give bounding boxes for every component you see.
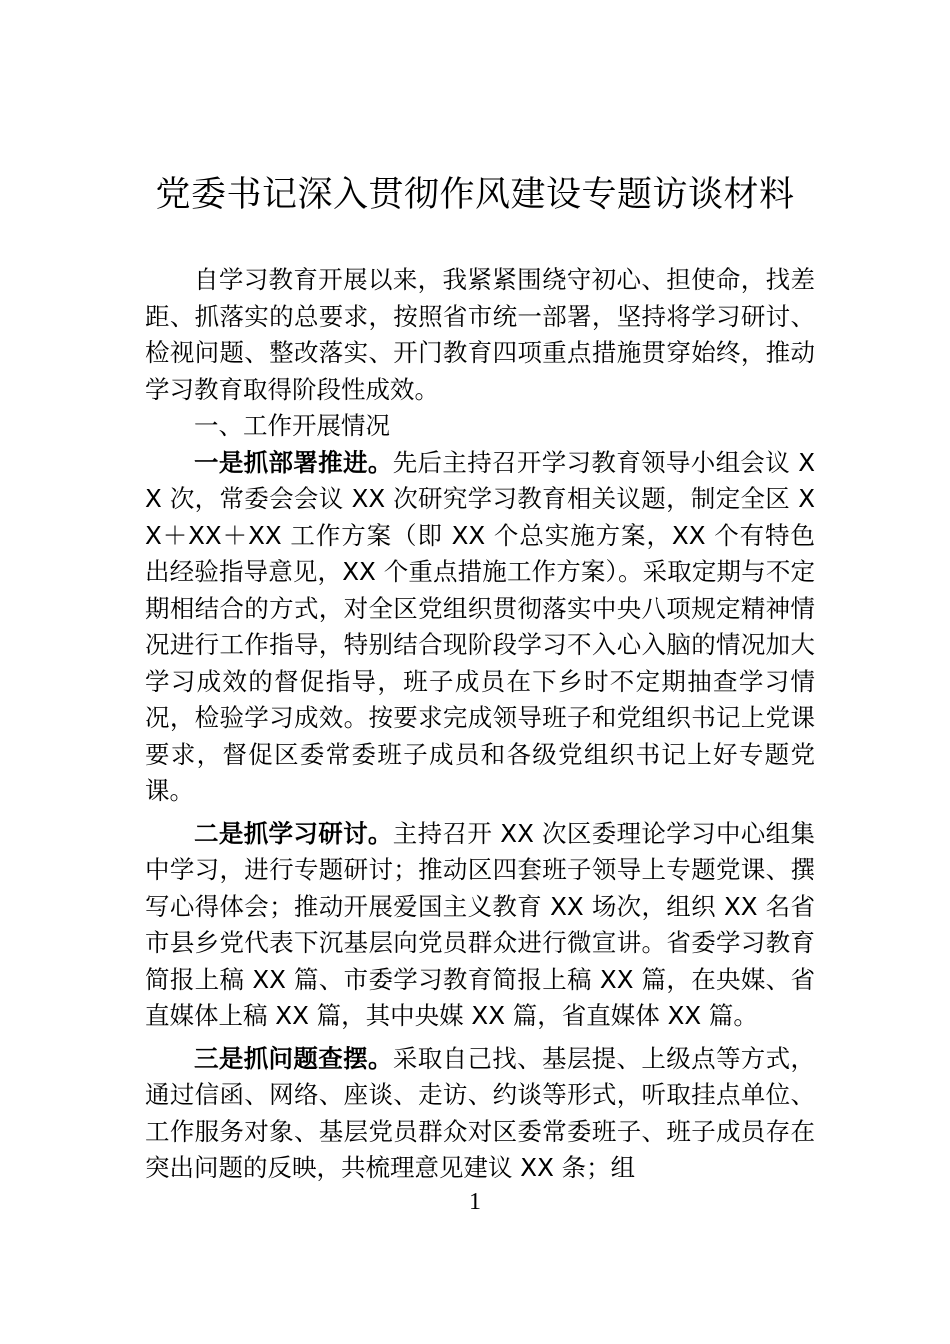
- section-heading: 一、工作开展情况: [194, 411, 390, 440]
- document-title: 党委书记深入贯彻作风建设专题访谈材料: [155, 175, 795, 215]
- item-text-2: 主持召开 XX 次区委理论学习中心组集中学习，进行专题研讨；推动区四套班子领导上专题党课、撰写心得体会；推动开展爱国主义教育 XX 场次，组织 XX 名省市县乡党代表下沉基层向党员群众进行微宣讲。省委学习教育简报上稿 XX 篇、市委学习教育简报上稿 XX 篇，在央媒、省直媒体上稿 XX 篇，其中央媒 XX 篇，省直媒体 XX 篇。: [145, 818, 815, 1030]
- intro-paragraph: 自学习教育开展以来，我紧紧围绕守初心、担使命，找差距、抓落实的总要求，按照省市统一部署，坚持将学习研讨、检视问题、整改落实、开门教育四项重点措施贯穿始终，推动学习教育取得阶段性成效。: [145, 265, 815, 404]
- item-text-3: 采取自己找、基层提、上级点等方式，通过信函、网络、座谈、走访、约谈等形式，听取挂点单位、工作服务对象、基层党员群众对区委常委班子、班子成员存在突出问题的反映，共梳理意见建议 XX 条；组: [145, 1043, 816, 1182]
- document-body: [145, 262, 815, 1187]
- item-paragraph-3: [145, 1041, 815, 1187]
- item-paragraph-2: [145, 816, 815, 1035]
- item-paragraph-1: [145, 445, 815, 810]
- page-number: 1: [469, 1189, 481, 1215]
- item-lead-1: 一是抓部署推进。: [194, 447, 393, 477]
- item-lead-3: 三是抓问题查摆。: [194, 1043, 393, 1073]
- item-lead-2: 二是抓学习研讨。: [194, 818, 393, 848]
- item-text-1: 先后主持召开学习教育领导小组会议 XX 次，常委会会议 XX 次研究学习教育相关议题，制定全区 XX＋XX＋XX 工作方案（即 XX 个总实施方案，XX 个有特色出经验指导意见，XX 个重点措施工作方案）。采取定期与不定期相结合的方式，对全区党组织贯彻落实中央八项规定精神情况进行工作指导，特别结合现阶段学习不入心入脑的情况加大学习成效的督促指导，班子成员在下乡时不定期抽查学习情况，检验学习成效。按要求完成领导班子和党组织书记上党课要求，督促区委常委班子成员和各级党组织书记上好专题党课。: [145, 447, 816, 805]
